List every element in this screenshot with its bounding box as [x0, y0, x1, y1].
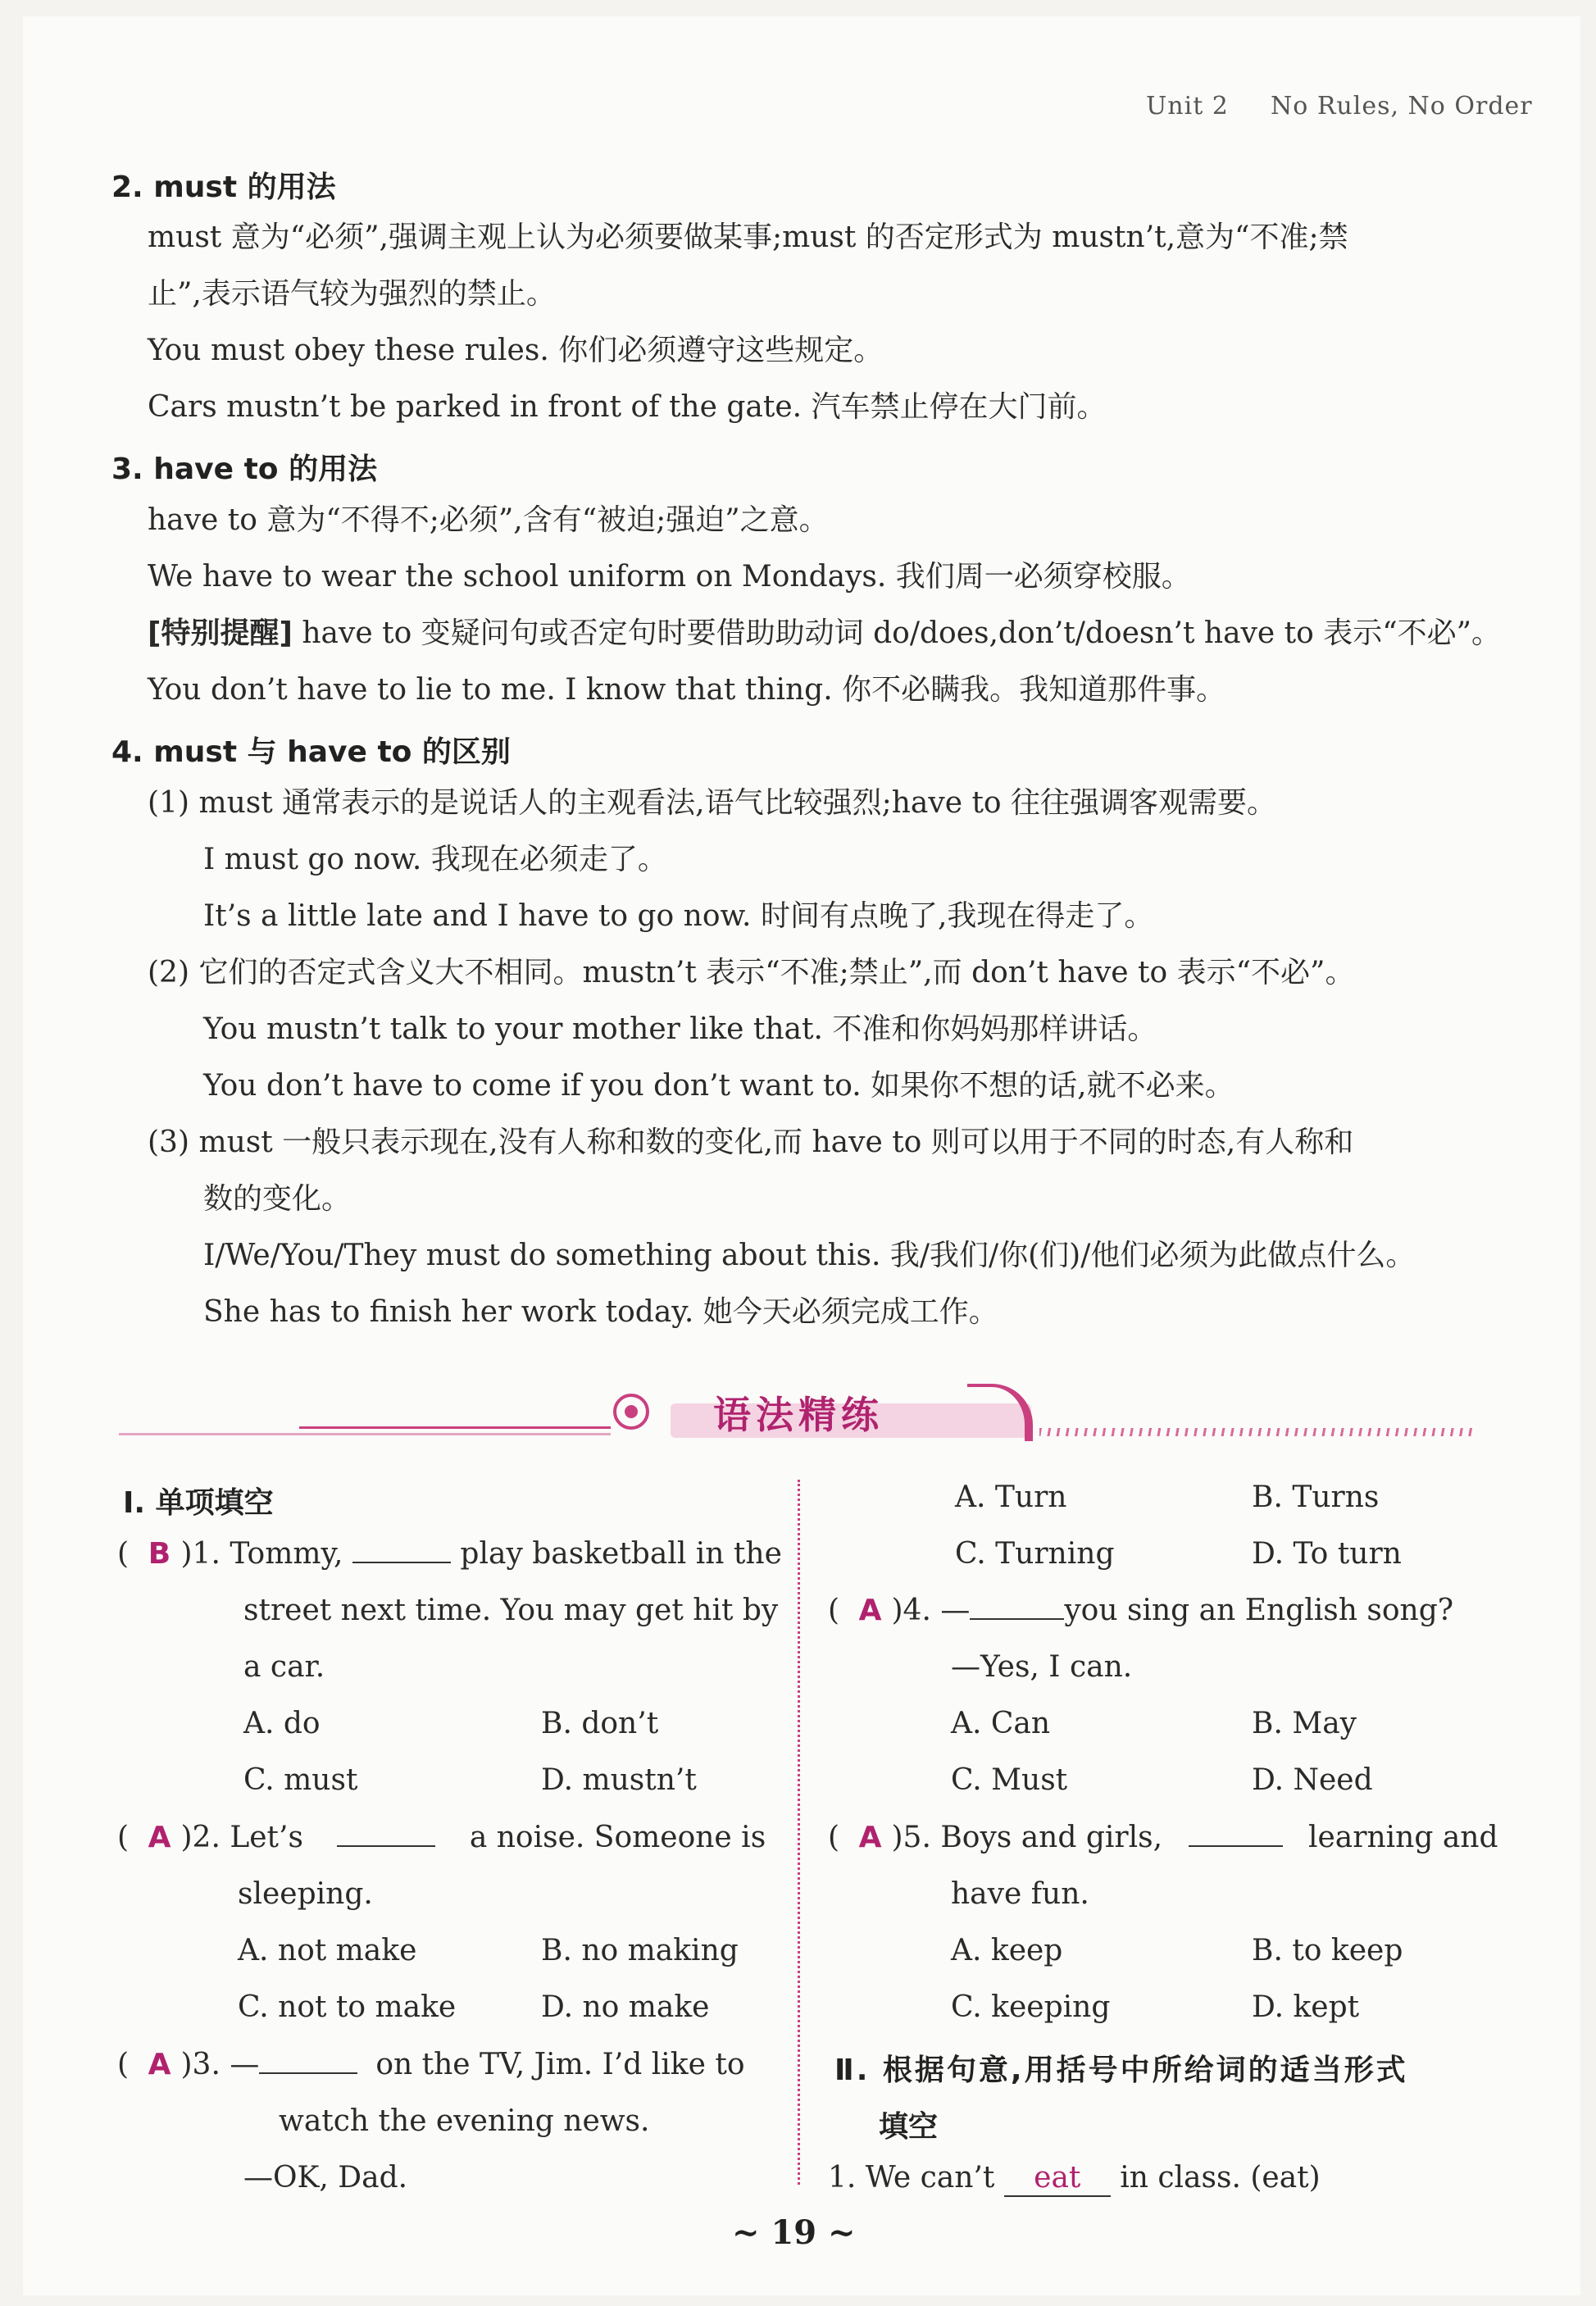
q5-option-c[interactable]: C. keeping	[951, 1990, 1111, 2024]
q3	[117, 2047, 745, 2082]
sec4-p3-example-1: I/We/You/They must do something about this. 我/我们/你(们)/他们必须为此做点什么。	[203, 1239, 1416, 1272]
q4-paren-close: )	[891, 1594, 903, 1627]
q3-stem-b: on the TV, Jim. I’d like to	[375, 2048, 745, 2081]
part2-heading-line2: 填空	[879, 2110, 939, 2144]
sec4-p1-example-1: I must go now. 我现在必须走了。	[203, 843, 667, 876]
sec4-point-3-line2: 数的变化。	[203, 1182, 352, 1216]
q5	[828, 1820, 1498, 1855]
header-unit: Unit 2	[1146, 92, 1229, 121]
q5-option-b[interactable]: B. to keep	[1252, 1934, 1403, 1967]
sec4-p1-example-2: It’s a little late and I have to go now. 时间有点晚了,我现在得走了。	[203, 899, 1154, 933]
page-number: ~ 19 ~	[732, 2213, 856, 2252]
q5-stem-2: have fun.	[951, 1877, 1089, 1911]
part2-heading-line1: Ⅱ. 根据句意,用括号中所给词的适当形式	[834, 2054, 1408, 2087]
q2-blank	[337, 1822, 435, 1847]
q5-paren-close: )	[891, 1821, 903, 1854]
q4-stem-b: you sing an English song?	[1064, 1594, 1454, 1627]
q4-option-c[interactable]: C. Must	[951, 1763, 1068, 1797]
q4-option-a[interactable]: A. Can	[951, 1707, 1051, 1740]
column-divider	[798, 1480, 800, 2185]
header-title: No Rules, No Order	[1270, 92, 1533, 121]
sec4-point-1: (1) must 通常表示的是说话人的主观看法,语气比较强烈;have to 往往强调客观需要。	[148, 786, 1277, 820]
q1	[117, 1536, 782, 1571]
sec2-line2: 止”,表示语气较为强烈的禁止。	[148, 277, 556, 311]
part1-heading: Ⅰ. 单项填空	[123, 1486, 274, 1520]
q2-paren-close: )	[180, 1821, 193, 1854]
q3-paren-close: )	[180, 2048, 193, 2081]
section-3-heading: 3. have to 的用法	[111, 453, 378, 486]
sec4-p2-example-2: You don’t have to come if you don’t want to. 如果你不想的话,就不必来。	[203, 1069, 1235, 1103]
banner-rule-left	[119, 1433, 611, 1435]
q4-option-d[interactable]: D. Need	[1252, 1763, 1373, 1797]
q1-option-c[interactable]: C. must	[243, 1763, 358, 1797]
part2-q1-answer[interactable]: eat	[1004, 2160, 1111, 2197]
q4-stem-a: 4. —	[903, 1594, 971, 1627]
sec4-point-3-line1: (3) must 一般只表示现在,没有人称和数的变化,而 have to 则可以用于不同的时态,有人称和	[148, 1126, 1354, 1159]
q2-option-c[interactable]: C. not to make	[238, 1990, 457, 2024]
q1-option-b[interactable]: B. don’t	[541, 1707, 659, 1740]
q4-stem-2: —Yes, I can.	[951, 1650, 1133, 1684]
q4	[828, 1593, 1453, 1628]
q1-blank	[352, 1539, 451, 1563]
q2-stem-b: a noise. Someone is	[469, 1821, 766, 1854]
sec2-example-2: Cars mustn’t be parked in front of the gate. 汽车禁止停在大门前。	[148, 390, 1107, 424]
q1-paren-open: (	[117, 1537, 130, 1571]
banner-title: 语法精练	[713, 1393, 884, 1437]
q3-option-c[interactable]: C. Turning	[955, 1537, 1115, 1571]
section-4-heading: 4. must 与 have to 的区别	[111, 735, 511, 769]
q3-blank	[259, 2049, 357, 2074]
target-icon	[613, 1394, 649, 1430]
q2-stem-a: 2. Let’s	[192, 1821, 303, 1854]
q3-stem-3: —OK, Dad.	[243, 2161, 408, 2195]
q1-stem-3: a car.	[243, 1650, 325, 1684]
q4-option-b[interactable]: B. May	[1252, 1707, 1357, 1740]
q3-option-a[interactable]: A. Turn	[955, 1480, 1067, 1514]
q5-stem-b: learning and	[1307, 1821, 1498, 1854]
q5-paren-open: (	[828, 1821, 840, 1854]
sec4-point-2: (2) 它们的否定式含义大不相同。mustn’t 表示“不准;禁止”,而 don’t have to 表示“不必”。	[148, 956, 1355, 989]
q3-stem-2: watch the evening news.	[279, 2104, 650, 2138]
q5-stem-a: 5. Boys and girls,	[903, 1821, 1163, 1854]
sec2-line1: must 意为“必须”,强调主观上认为必须要做某事;must 的否定形式为 mustn’t,意为“不准;禁	[148, 221, 1348, 254]
q5-blank	[1189, 1822, 1283, 1847]
q1-stem-a: 1. Tommy,	[192, 1537, 343, 1571]
q1-answer: B	[148, 1537, 171, 1571]
q2-option-d[interactable]: D. no make	[541, 1990, 710, 2024]
part2-q1	[828, 2160, 1321, 2197]
q2-answer: A	[148, 1821, 171, 1854]
section-2-heading: 2. must 的用法	[111, 171, 336, 204]
q5-option-a[interactable]: A. keep	[951, 1934, 1063, 1967]
q1-paren-close: )	[180, 1537, 193, 1571]
sec4-p3-example-2: She has to finish her work today. 她今天必须完成工作。	[203, 1295, 998, 1329]
q3-stem-a: 3. —	[192, 2048, 260, 2081]
running-header	[1146, 92, 1533, 121]
q3-option-b[interactable]: B. Turns	[1252, 1480, 1380, 1514]
q5-option-d[interactable]: D. kept	[1252, 1990, 1360, 2024]
q4-answer: A	[858, 1594, 882, 1627]
q1-option-a[interactable]: A. do	[243, 1707, 321, 1740]
q2-option-a[interactable]: A. not make	[238, 1934, 417, 1967]
sec4-p2-example-1: You mustn’t talk to your mother like that. 不准和你妈妈那样讲话。	[203, 1012, 1157, 1046]
q2-paren-open: (	[117, 1821, 130, 1854]
part2-q1-pre: 1. We can’t	[828, 2161, 995, 2195]
q1-stem-b: play basketball in the	[460, 1537, 782, 1571]
tip-label: [特别提醒]	[148, 616, 293, 650]
banner-rule-accent	[299, 1426, 611, 1429]
banner-hatch	[1039, 1428, 1474, 1436]
q5-answer: A	[858, 1821, 882, 1854]
sec2-example-1: You must obey these rules. 你们必须遵守这些规定。	[148, 334, 884, 367]
sec3-example-1: We have to wear the school uniform on Mondays. 我们周一必须穿校服。	[148, 560, 1191, 594]
q4-blank	[970, 1595, 1064, 1620]
sec3-line1: have to 意为“不得不;必须”,含有“被迫;强迫”之意。	[148, 503, 829, 537]
tip-text: have to 变疑问句或否定句时要借助助动词 do/does,don’t/doesn’t have to 表示“不必”。	[292, 616, 1502, 650]
q3-answer: A	[148, 2048, 171, 2081]
q2-option-b[interactable]: B. no making	[541, 1934, 739, 1967]
sec3-example-2: You don’t have to lie to me. I know that thing. 你不必瞒我。我知道那件事。	[148, 673, 1226, 707]
q2	[117, 1820, 766, 1855]
q4-paren-open: (	[828, 1594, 840, 1627]
q2-stem-2: sleeping.	[238, 1877, 373, 1911]
q3-option-d[interactable]: D. To turn	[1252, 1537, 1402, 1571]
q3-paren-open: (	[117, 2048, 130, 2081]
q1-stem-2: street next time. You may get hit by	[243, 1594, 779, 1627]
part2-q1-post: in class. (eat)	[1120, 2161, 1321, 2195]
q1-option-d[interactable]: D. mustn’t	[541, 1763, 697, 1797]
sec3-tip	[148, 616, 1501, 651]
